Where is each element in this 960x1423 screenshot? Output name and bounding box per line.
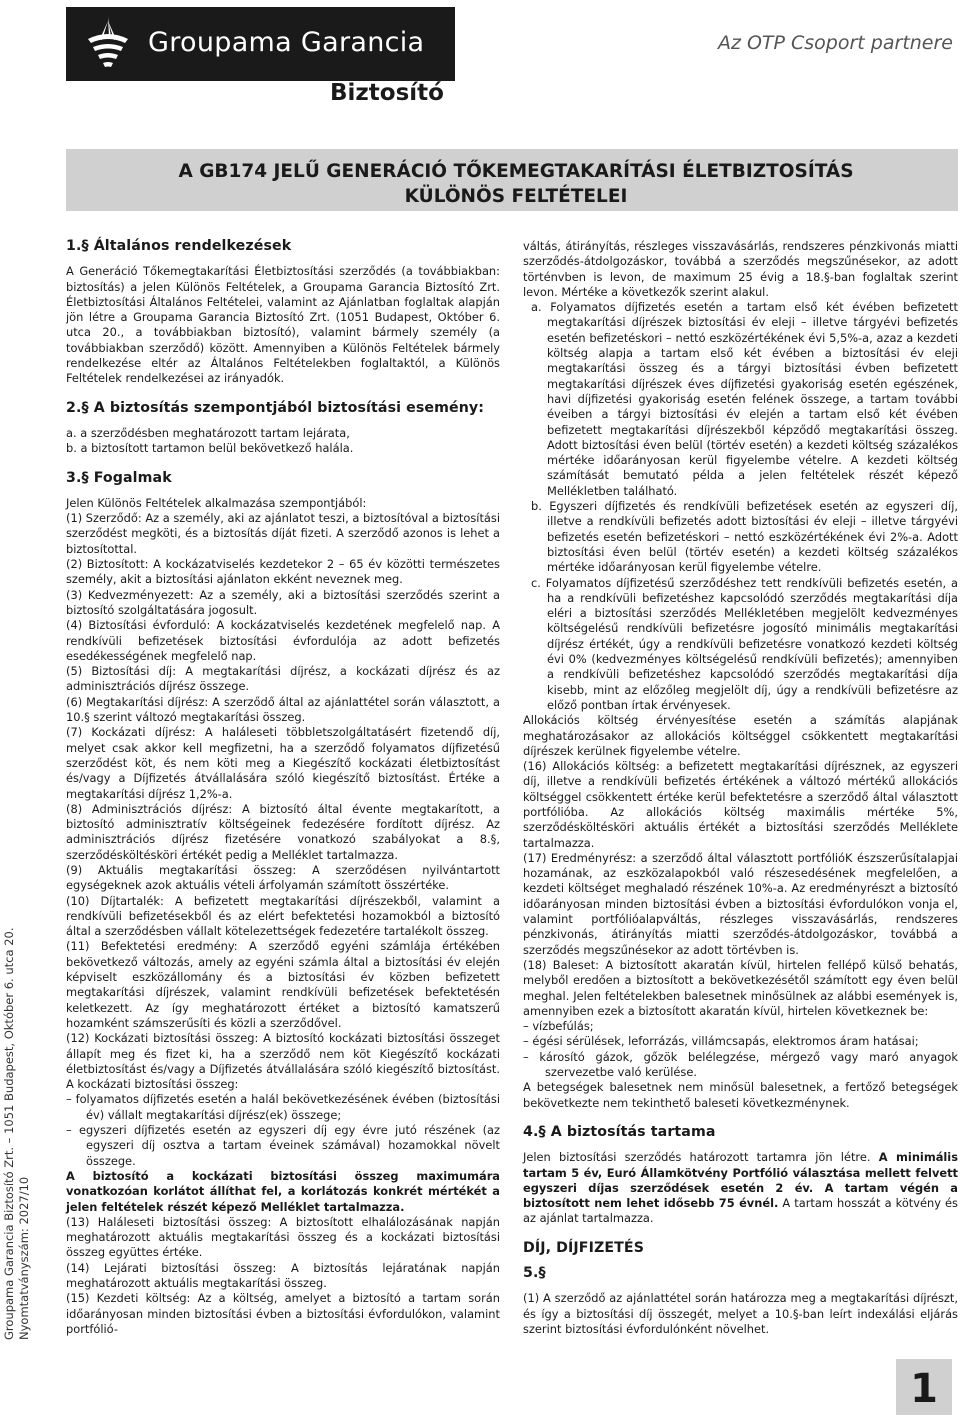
section-heading-3: 3.§ Fogalmak	[66, 469, 172, 486]
list-item: – égési sérülések, leforrázás, villámcsapás, elektromos áram hatásai;	[523, 1034, 919, 1049]
groupama-logo-icon	[78, 17, 138, 71]
list-item: a. a szerződésben meghatározott tartam lejárata,	[66, 425, 350, 440]
definition: (1) Szerződő: Az a személy, aki az ajánlatot teszi, a biztosítóval a biztosítási szerződést megköti, és a biztosítás díját fizeti. A szerződő azonos is lehet a biztosítottal.	[66, 511, 500, 556]
sidebar-form-number: Nyomtatványszám: 2027/10	[17, 1176, 31, 1340]
definition: (9) Aktuális megtakarítási összeg: A szerződésen nyilvántartott egységeknek azok aktuális vételi árfolyamán számított összértéke.	[66, 862, 500, 893]
document-title-line1: A GB174 JELŰ GENERÁCIÓ TŐKEMEGTAKARÍTÁSI ÉLETBIZTOSÍTÁS	[178, 161, 854, 182]
text-run: Jelen biztosítási szerződés határozott tartamra jön létre.	[523, 1150, 879, 1165]
text-run: A tartam hosszát a kötvény és az ajánlat tartalmazza.	[523, 1196, 958, 1226]
emphasis-paragraph: A biztosító a kockázati biztosítási összeg maximumára vonatkozóan korlátot állíthat fel, a korlátozás konkrét mértékét a jelen feltételek részét képező Melléklet tartalmazza.	[66, 1168, 500, 1214]
list-item: c. Folyamatos díjfizetésű szerződéshez tett rendkívüli befizetés esetén, a ha a rendkívüli befizetéshez kapcsolódó szerződés megtakarítási díja eléri a biztosítási szerződés Mellékletében megjelölt kedvezményes költségelésű rendkívüli befizetésre jogosító minimális megtakarítási díjrész értékét, úgy a rendkívüli befizetésre vonatkozó kezdeti költség évi 0% (kedvezményes költségelésű rendkívüli befizetés); amennyiben a rendkívüli befizetéshez kapcsolódó szerződés megtakarítási díja kisebb, mint az előzőleg megjelölt díj, úgy a rendkívüli befizetésre az előző pontban írtak érvényesek.	[531, 575, 958, 712]
definition: (7) Kockázati díjrész: A haláleseti többletszolgáltatásért fizetendő díj, melyet csak akkor kell megfizetni, ha a szerződő folyamatos díjfizetésű szerződést köt, és nem köti meg a Kiegészítő kockázati életbiztosítást és/vagy a Díjfizetés átvállalására szóló kiegészítő biztosítást. Értéke a megtakarítási díjrész 1,2%-a.	[66, 725, 500, 801]
paragraph	[523, 1150, 958, 1226]
text-run-bold: A minimális tartam 5 év, Euró Államkötvény Portfólió választása mellett felvett egyszeri díjas szerződések esetén 2 év. A tartam végén a biztosított nem lehet idősebb 75 évnél.	[523, 1150, 958, 1211]
sidebar-imprint	[0, 927, 40, 1350]
definition: (17) Eredményrész: a szerződő által választott portfólióK észszerűsítalapjai hozamának, az eszközalapokból való részesedésének megfelelően, a kezdeti költséget meghaladó részének 10%-a. Az eredményrészt a biztosító időarányosan minden biztosítási évben a biztosítási évfordulókon vonja el, valamint portfólióalapváltás, részleges visszavásárlás, rendszeres pénzkivonás, átirányítás miatti szerződés-átdolgozáskor, továbbá a szerződés megszűnésekor az adott törtévben is.	[523, 850, 958, 957]
definition: (5) Biztosítási díj: A megtakarítási díjrész, a kockázati díjrész és az adminisztrációs díjrész összege.	[66, 664, 500, 694]
page-number: 1	[896, 1359, 952, 1415]
definition: (11) Befektetési eredmény: A szerződő egyéni számlája értékében bekövetkező változás, amely az egyéni számla által a biztosítási év elején képviselt eszközállomány és a biztosítási év közben befizetett megtakarítási díjrészek, valamint rendkívüli befizetések befektetésén keletkezett. Az így meghatározott értéket a biztosító kamatszerű hozamként számszerűsíti és közli a szerződővel.	[66, 939, 500, 1030]
paragraph: váltás, átirányítás, részleges visszavásárlás, rendszeres pénzkivonás miatti szerződés-átdolgozáskor, továbbá a szerződés megszűnésekor, az adott történvben is levon, de maximum 25 évig a 18.§-ban foglaltak szerint levon. Mértéke a következők szerint alakul.	[523, 239, 958, 299]
sidebar-company-line: Groupama Garancia Biztosító Zrt. – 1051 Budapest, Október 6. utca 20.	[2, 927, 16, 1340]
paragraph: A Generáció Tőkemegtakarítási Életbiztosítási szerződés (a továbbiakban: biztosítás) a jelen Különös Feltételek, a Groupama Garancia Biztosító Zrt. Életbiztosítási Általános Feltételei, valamint az Ajánlatban foglaltak alapján jön létre a Groupama Garancia Biztosító Zrt. (1051 Budapest, Október 6. utca 20., a továbbiakban biztosító), valamint bármely személy (a továbbiakban szerződő) között. Amennyiben a Különös Feltételek bármely rendelkezése eltér az Általános Feltételekben foglaltaktól, a Különös Feltételek rendelkezései az irányadók.	[66, 264, 500, 386]
list-item: – folyamatos díjfizetés esetén a halál bekövetkezésének évében (biztosítási év) vállalt megtakarítási díjrész(ek) összege;	[66, 1092, 500, 1122]
page-subtitle: Biztosító	[330, 80, 444, 106]
definition: (12) Kockázati biztosítási összeg: A biztosító kockázati biztosítási összeget állapít meg és fizet ki, ha a szerződő nem köt Kiegészítő kockázati életbiztosítást és/vagy a Díjfizetés átvállalására szóló kiegészítő biztosítást. A kockázati biztosítási összeg:	[66, 1031, 500, 1092]
paragraph: A betegségek balesetnek nem minősül balesetnek, a fertőző betegségek bekövetkezte nem tekinthető baleseti következménynek.	[523, 1080, 958, 1110]
left-column	[66, 239, 500, 1337]
definition: (14) Lejárati biztosítási összeg: A biztosítás lejáratának napján meghatározott aktuális megtakarítási összeg.	[66, 1260, 500, 1290]
right-column	[523, 239, 958, 1337]
paragraph: (1) A szerződő az ajánlattétel során határozza meg a megtakarítási díjrészt, és így a biztosítási díj összegét, melyet a 10.§-ban leírt indexálási eljárás szerint biztosítási évfordulónként növelhet.	[523, 1291, 958, 1336]
list-item: – egyszeri díjfizetés esetén az egyszeri díj egy évre jutó részének (az egyszeri díj osztva a tartam éveinek számával) hozamokkal növelt összege.	[66, 1123, 500, 1168]
document-title-line2: KÜLÖNÖS FELTÉTELEI	[404, 186, 628, 207]
definition: (13) Haláleseti biztosítási összeg: A biztosított elhalálozásának napján meghatározott aktuális megtakarítási összeg és a kockázati biztosítási összeg együttes értéke.	[66, 1214, 500, 1260]
logo-text: Groupama Garancia	[148, 27, 425, 58]
definition: (15) Kezdeti költség: Az a költség, amelyet a biztosító a tartam során időarányosan minden biztosítási évben a biztosítási évfordulókon, valamint portfólió-	[66, 1291, 500, 1336]
section-heading-5: 5.§	[523, 1265, 546, 1281]
logo	[66, 7, 455, 81]
definition: (10) Díjtartalék: A befizetett megtakarítási díjrészekből, valamint a rendkívüli befizetésekből és az elért befektetési hozamokból a biztosító által a szerződésben vállalt kötelezettségek fedezetére tartalékolt összeg.	[66, 893, 500, 939]
definition: (3) Kedvezményezett: Az a személy, aki a biztosítási szerződés szerint a biztosító szolgáltatására jogosult.	[66, 587, 500, 617]
section-heading-dij: DÍJ, DÍJFIZETÉS	[523, 1239, 645, 1256]
paragraph: Allokációs költség érvényesítése esetén a számítás alapjának meghatározásakor az allokációs költséggel csökkentett megtakarítási díjrészek kerülnek figyelembe vételre.	[523, 713, 958, 758]
list-item: – vízbefúlás;	[523, 1019, 594, 1034]
title-banner	[66, 149, 958, 211]
definition: (4) Biztosítási évforduló: A kockázatviselés kezdetének megfelelő nap. A rendkívüli befizetések biztosítási évfordulója az adott befizetés esedékességének megfelelő nap.	[66, 618, 500, 663]
section-heading-1: 1.§ Általános rendelkezések	[66, 238, 292, 254]
list-item: a. Folyamatos díjfizetés esetén a tartam első két évében befizetett megtakarítási díjrészek biztosítási év eleji – illetve tárgyévi befizetés esetén befizetéskori – nettó eszközértékének évi 5,5%-a, azaz a kezdeti költség alapja a tartam első két évében a biztosítási év eleji megtakarítási összeg és a tárgyi biztosítási évben befizetett megtakarítási díjrészek éves díjfizetési gyakoriság esetén egészének, havi díjfizetési gyakoriság esetén felének összege, a tartam további éveiben a tárgyi biztosítási év elején a tartam első két évében befizetett megtakarítási díjrészekből képződő megtakarítási összeg. Adott biztosítási éven belül (törtév esetén) a kezdeti költség százalékos mértéke időarányosan kerül figyelembe vételre. A kezdeti költség számítását bemutató példa a jelen feltételek részét képező Mellékletben található.	[531, 300, 958, 498]
definition: (6) Megtakarítási díjrész: A szerződő által az ajánlattétel során választott, a 10.§ szerint változó megtakarítási összeg.	[66, 694, 500, 725]
list-item: – károsító gázok, gőzök belélegzése, mérgező vagy maró anyagok szervezetbe való kerülése.	[523, 1049, 958, 1080]
section-heading-4: 4.§ A biztosítás tartama	[523, 1123, 716, 1140]
definition: (2) Biztosított: A kockázatviselés kezdetekor 2 – 65 év közötti természetes személy, akit a biztosítási ajánlaton ekként neveznek meg.	[66, 557, 500, 587]
partner-tagline: Az OTP Csoport partnere	[717, 32, 953, 54]
list-item: b. a biztosított tartamon belül bekövetkező halála.	[66, 441, 354, 456]
list-item: b. Egyszeri díjfizetés és rendkívüli befizetések esetén az egyszeri díj, illetve a rendkívüli befizetés adott biztosítási év eleji – illetve tárgyévi befizetés esetén befizetéskori – nettó eszközértékének évi 2%-a. Adott biztosítási éven belül (törtév esetén) a kezdeti költség százalékos mértéke időarányosan kerül figyelembe vételre.	[531, 499, 958, 575]
definition: (8) Adminisztrációs díjrész: A biztosító által évente megtakarított, a biztosító adminisztratív költségeinek fedezésére fordított díjrész. Az adminisztrációs díjrész fizetésére vonatkozó szabályokat a 8.§, szerződésköltésköri értékét pedig a Melléklet tartalmazza.	[66, 801, 500, 862]
paragraph: Jelen Különös Feltételek alkalmazása szempontjából:	[66, 495, 367, 510]
definition: (16) Allokációs költség: a befizetett megtakarítási díjrésznek, az egyszeri díj, illetve a rendkívüli befizetés értékének a változó mértékű allokációs költséggel csökkentett értéke kerül befektetésre a szerződő által választott portfólióba. Az allokációs költség maximális mértéke 5%, szerződésköltésköri aktuális értékét a biztosítási szerződés Melléklete tartalmazza.	[523, 759, 958, 850]
section-heading-2: 2.§ A biztosítás szempontjából biztosítási esemény:	[66, 399, 485, 416]
definition: (18) Baleset: A biztosított akaratán kívül, hirtelen fellépő külső behatás, melyből eredően a biztosított a bekövetkezésétől számított egy éven belül meghal. Jelen feltételekben balesetnek minősülnek az alábbi események is, amennyiben ezek a biztosított akaratán kívül, hirtelen következnek be:	[523, 957, 958, 1018]
